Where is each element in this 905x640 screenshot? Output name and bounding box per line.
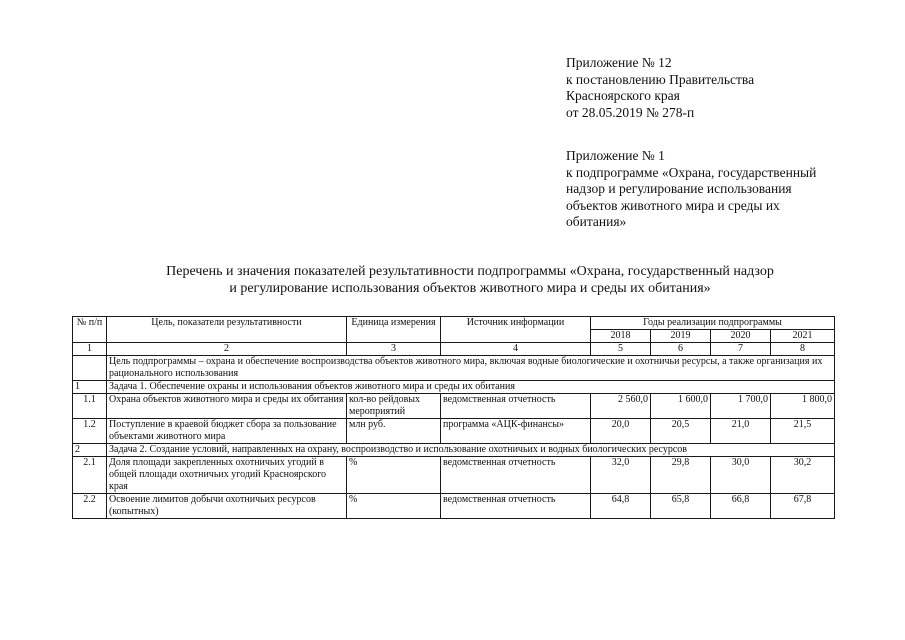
appendix-12-line: Красноярского края xyxy=(566,88,680,103)
column-number: 8 xyxy=(771,343,835,356)
task-text: Задача 2. Создание условий, направленных на охрану, воспроизводство и использование охотничьих и водных биологических ресурсов xyxy=(107,444,835,457)
header-year: 2021 xyxy=(771,330,835,343)
row-value: 66,8 xyxy=(711,494,771,519)
task-text: Задача 1. Обеспечение охраны и использования объектов животного мира и среды их обитания xyxy=(107,381,835,394)
row-value: 30,2 xyxy=(771,457,835,494)
appendix-1-line: объектов животного мира и среды их xyxy=(566,197,780,213)
header-unit: Единица измерения xyxy=(347,317,441,343)
task-row xyxy=(73,444,835,457)
row-unit: % xyxy=(347,494,441,519)
row-num: 2.1 xyxy=(73,457,107,494)
task-row xyxy=(73,381,835,394)
header-source: Источник информации xyxy=(441,317,591,343)
appendix-1-line: Приложение № 1 xyxy=(566,148,665,163)
appendix-1-line: обитания» xyxy=(566,214,627,229)
column-number: 4 xyxy=(441,343,591,356)
column-numbers-row xyxy=(73,343,835,356)
appendix-12-line: Приложение № 12 xyxy=(566,55,672,70)
appendix-1-block xyxy=(566,148,886,231)
header-years-group: Годы реализации подпрограммы xyxy=(591,317,835,330)
goal-row xyxy=(73,356,835,381)
row-value: 1 700,0 xyxy=(711,394,771,419)
column-number: 6 xyxy=(651,343,711,356)
row-value: 1 800,0 xyxy=(771,394,835,419)
row-indicator: Доля площади закрепленных охотничьих угодий в общей площади охотничьих угодий Красноярского края xyxy=(107,457,347,494)
header-indicator: Цель, показатели результативности xyxy=(107,317,347,343)
column-number: 1 xyxy=(73,343,107,356)
row-value: 65,8 xyxy=(651,494,711,519)
header-year: 2019 xyxy=(651,330,711,343)
header-year: 2020 xyxy=(711,330,771,343)
goal-text: Цель подпрограммы – охрана и обеспечение воспроизводства объектов животного мира, включая водные биологические и охотничьи ресурсы, а также организация их рационального использования xyxy=(107,356,835,381)
table-row xyxy=(73,494,835,519)
row-value: 21,5 xyxy=(771,419,835,444)
column-number: 5 xyxy=(591,343,651,356)
document-title-line-2: и регулирование использования объектов животного мира и среды их обитания» xyxy=(229,281,711,296)
appendix-1-line: надзор и регулирование использования xyxy=(566,181,792,196)
column-number: 2 xyxy=(107,343,347,356)
row-source: программа «АЦК-финансы» xyxy=(441,419,591,444)
row-num: 2.2 xyxy=(73,494,107,519)
row-unit: кол-во рейдовых мероприятий xyxy=(347,394,441,419)
column-number: 7 xyxy=(711,343,771,356)
row-value: 67,8 xyxy=(771,494,835,519)
indicators-table xyxy=(72,316,835,519)
row-num: 1.1 xyxy=(73,394,107,419)
goal-num-cell xyxy=(73,356,107,381)
task-num: 1 xyxy=(73,381,107,394)
header-num: № п/п xyxy=(73,317,107,343)
row-source: ведомственная отчетность xyxy=(441,457,591,494)
document-title xyxy=(60,263,880,297)
row-value: 20,0 xyxy=(591,419,651,444)
row-value: 21,0 xyxy=(711,419,771,444)
row-value: 1 600,0 xyxy=(651,394,711,419)
row-value: 20,5 xyxy=(651,419,711,444)
appendix-12-block xyxy=(566,55,886,121)
row-source: ведомственная отчетность xyxy=(441,394,591,419)
row-value: 32,0 xyxy=(591,457,651,494)
row-value: 30,0 xyxy=(711,457,771,494)
table-row xyxy=(73,419,835,444)
table-row xyxy=(73,457,835,494)
column-number: 3 xyxy=(347,343,441,356)
appendix-1-line: к подпрограмме «Охрана, государственный xyxy=(566,164,817,180)
appendix-12-line: к постановлению Правительства xyxy=(566,71,755,87)
task-num: 2 xyxy=(73,444,107,457)
table-row xyxy=(73,394,835,419)
row-value: 2 560,0 xyxy=(591,394,651,419)
row-unit: % xyxy=(347,457,441,494)
table-header-row xyxy=(73,317,835,330)
appendix-12-line: от 28.05.2019 № 278-п xyxy=(566,104,695,120)
row-indicator: Охрана объектов животного мира и среды их обитания xyxy=(107,394,347,419)
header-year: 2018 xyxy=(591,330,651,343)
row-unit: млн руб. xyxy=(347,419,441,444)
row-source: ведомственная отчетность xyxy=(441,494,591,519)
row-num: 1.2 xyxy=(73,419,107,444)
row-value: 64,8 xyxy=(591,494,651,519)
row-indicator: Поступление в краевой бюджет сбора за пользование объектами животного мира xyxy=(107,419,347,444)
row-indicator: Освоение лимитов добычи охотничьих ресурсов (копытных) xyxy=(107,494,347,519)
row-value: 29,8 xyxy=(651,457,711,494)
document-title-line-1: Перечень и значения показателей результативности подпрограммы «Охрана, государственный надзор xyxy=(166,264,774,279)
